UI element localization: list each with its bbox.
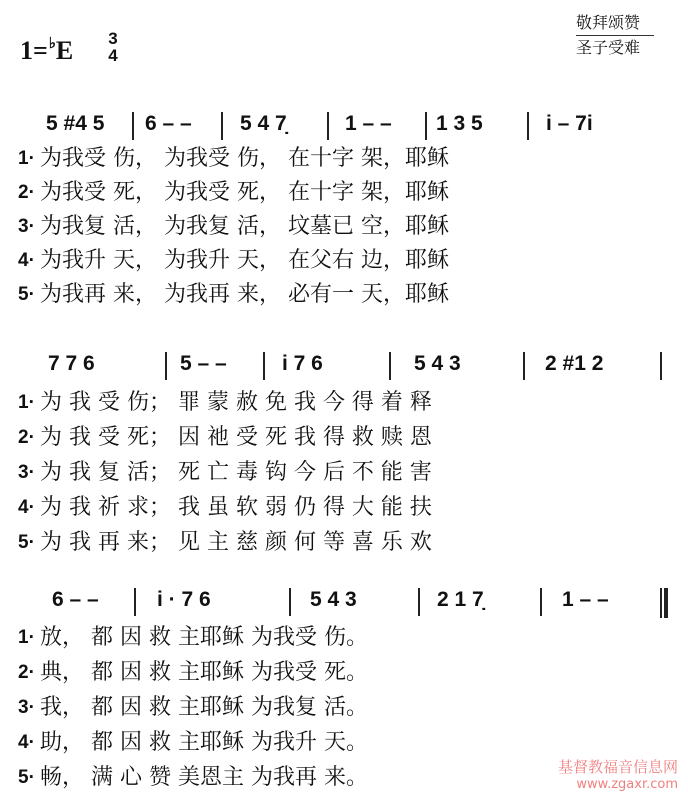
verse-number: 2· bbox=[18, 427, 35, 448]
lyric-line: 放， 都 因 救 主耶稣 为我受 伤。 bbox=[40, 625, 368, 650]
lyric-line: 为 我 再 来； 见 主 慈 颜 何 等 喜 乐 欢 bbox=[40, 530, 432, 555]
bar-line bbox=[134, 588, 136, 616]
measure: 1 – – bbox=[345, 112, 392, 135]
bar-line bbox=[263, 352, 265, 380]
bar-line bbox=[425, 112, 427, 140]
verse-number: 1· bbox=[18, 148, 35, 169]
verse-number: 1· bbox=[18, 392, 35, 413]
verse-number: 2· bbox=[18, 662, 35, 683]
notes-row-3 bbox=[0, 588, 688, 622]
watermark bbox=[558, 756, 678, 792]
lyric-line: 典， 都 因 救 主耶稣 为我受 死。 bbox=[40, 660, 368, 685]
bar-line bbox=[389, 352, 391, 380]
measure: 1 3 5 bbox=[436, 112, 483, 135]
lyric-line: 为 我 复 活； 死 亡 毒 钩 今 后 不 能 害 bbox=[40, 460, 432, 485]
bar-line bbox=[540, 588, 542, 616]
measure: 5 4 3 bbox=[310, 588, 357, 611]
lyric-line: 为我受 伤， 为我受 伤， 在十字 架，耶稣 bbox=[40, 146, 449, 171]
category-label: 敬拜颂赞 bbox=[576, 13, 641, 32]
measure: 7 7 6 bbox=[48, 352, 95, 375]
measure: i – 7i bbox=[546, 112, 593, 135]
lyric-line: 为 我 受 死； 因 祂 受 死 我 得 救 赎 恩 bbox=[40, 425, 432, 450]
notes-row-1 bbox=[0, 112, 688, 146]
final-bar-line bbox=[660, 588, 668, 618]
verse-number: 5· bbox=[18, 532, 35, 553]
bar-line bbox=[165, 352, 167, 380]
measure: 1 – – bbox=[562, 588, 609, 611]
lyric-line: 畅， 满 心 赞 美恩主 为我再 来。 bbox=[40, 765, 368, 790]
measure: i 7 6 bbox=[282, 352, 323, 375]
lyric-line: 助， 都 因 救 主耶稣 为我升 天。 bbox=[40, 730, 368, 755]
verse-number: 1· bbox=[18, 627, 35, 648]
verse-number: 4· bbox=[18, 497, 35, 518]
bar-line bbox=[289, 588, 291, 616]
category-divider bbox=[576, 35, 654, 36]
verse-number: 5· bbox=[18, 284, 35, 305]
verse-number: 3· bbox=[18, 697, 35, 718]
verse-number: 2· bbox=[18, 182, 35, 203]
lyric-line: 为我受 死， 为我受 死， 在十字 架，耶稣 bbox=[40, 180, 449, 205]
verse-number: 3· bbox=[18, 462, 35, 483]
lyric-line: 我， 都 因 救 主耶稣 为我复 活。 bbox=[40, 695, 368, 720]
verse-number: 4· bbox=[18, 250, 35, 271]
subcategory-label: 圣子受难 bbox=[576, 38, 641, 57]
bar-line bbox=[132, 112, 134, 140]
measure: 6 – – bbox=[52, 588, 99, 611]
measure: 5 4 3 bbox=[414, 352, 461, 375]
bar-line bbox=[221, 112, 223, 140]
measure: 2 #1 2 bbox=[545, 352, 604, 375]
watermark-site: 基督教福音信息网 bbox=[557, 758, 678, 776]
bar-line bbox=[523, 352, 525, 380]
lyric-line: 为 我 祈 求； 我 虽 软 弱 仍 得 大 能 扶 bbox=[40, 495, 432, 520]
verse-number: 5· bbox=[18, 767, 35, 788]
lyric-line: 为我再 来， 为我再 来， 必有一 天，耶稣 bbox=[40, 282, 449, 307]
bar-line bbox=[527, 112, 529, 140]
verse-number: 3· bbox=[18, 216, 35, 237]
watermark-url: www.zgaxr.com bbox=[576, 777, 678, 792]
measure: i · 7 6 bbox=[157, 588, 211, 611]
notes-row-2 bbox=[0, 352, 688, 386]
key-signature: 1=♭E bbox=[20, 36, 74, 65]
measure: 5 4 7̣ bbox=[240, 112, 287, 135]
lyric-line: 为我复 活， 为我复 活， 坟墓已 空，耶稣 bbox=[40, 214, 449, 239]
bar-line bbox=[660, 352, 662, 380]
lyric-line: 为 我 受 伤； 罪 蒙 赦 免 我 今 得 着 释 bbox=[40, 390, 432, 415]
verse-number: 4· bbox=[18, 732, 35, 753]
hymn-category bbox=[576, 12, 654, 59]
measure: 6 – – bbox=[145, 112, 192, 135]
bar-line bbox=[327, 112, 329, 140]
measure: 5 – – bbox=[180, 352, 227, 375]
time-signature: 3 4 bbox=[108, 29, 118, 65]
measure: 2 1 7̣ bbox=[437, 588, 484, 611]
measure: 5 #4 5 bbox=[46, 112, 105, 135]
lyric-line: 为我升 天， 为我升 天， 在父右 边，耶稣 bbox=[40, 248, 449, 273]
bar-line bbox=[418, 588, 420, 616]
